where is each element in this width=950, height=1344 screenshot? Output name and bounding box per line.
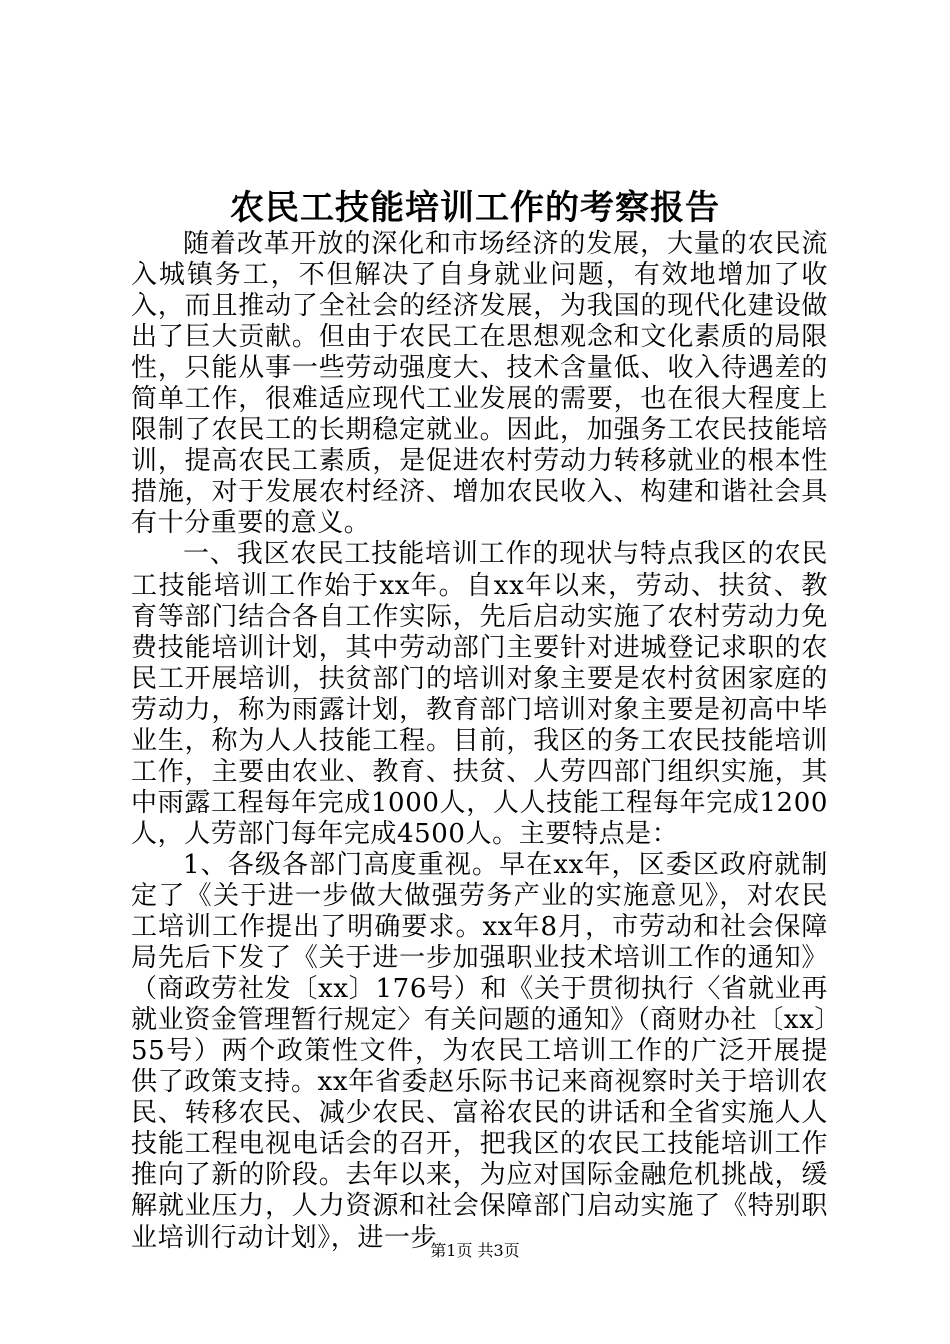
- document-body: [131, 229, 828, 1254]
- paragraph-point-one: 1、各级各部门高度重视。早在xx年，区委区政府就制定了《关于进一步做大做强劳务产业的实施意见》，对农民工培训工作提出了明确要求。xx年8月，市劳动和社会保障局先后下发了《关于进一步加强职业技术培训工作的通知》（商政劳社发〔xx〕176号）和《关于贯彻执行〈省就业再就业资金管理暂行规定〉有关问题的通知》（商财办社〔xx〕55号）两个政策性文件，为农民工培训工作的广泛开展提供了政策支持。xx年省委赵乐际书记来商视察时关于培训农民、转移农民、减少农民、富裕农民的讲话和全省实施人人技能工程电视电话会的召开，把我区的农民工技能培训工作推向了新的阶段。去年以来，为应对国际金融危机挑战，缓解就业压力，人力资源和社会保障部门启动实施了《特别职业培训行动计划》，进一步: [131, 849, 828, 1253]
- page-number-footer: 第1页 共3页: [430, 1241, 520, 1260]
- paragraph-intro: 随着改革开放的深化和市场经济的发展，大量的农民流入城镇务工，不但解决了自身就业问题，有效地增加了收入，而且推动了全社会的经济发展，为我国的现代化建设做出了巨大贡献。但由于农民工在思想观念和文化素质的局限性，只能从事一些劳动强度大、技术含量低、收入待遇差的简单工作，很难适应现代工业发展的需要，也在很大程度上限制了农民工的长期稳定就业。因此，加强务工农民技能培训，提高农民工素质，是促进农村劳动力转移就业的根本性措施，对于发展农村经济、增加农民收入、构建和谐社会具有十分重要的意义。: [131, 229, 828, 539]
- paragraph-section-one: 一、我区农民工技能培训工作的现状与特点我区的农民工技能培训工作始于xx年。自xx年以来，劳动、扶贫、教育等部门结合各自工作实际，先后启动实施了农村劳动力免费技能培训计划，其中劳动部门主要针对进城登记求职的农民工开展培训，扶贫部门的培训对象主要是农村贫困家庭的劳动力，称为雨露计划，教育部门培训对象主要是初高中毕业生，称为人人技能工程。目前，我区的务工农民技能培训工作，主要由农业、教育、扶贫、人劳四部门组织实施，其中雨露工程每年完成1000人，人人技能工程每年完成1200人，人劳部门每年完成4500人。主要特点是：: [131, 539, 828, 849]
- document-title: 农民工技能培训工作的考察报告: [230, 188, 720, 228]
